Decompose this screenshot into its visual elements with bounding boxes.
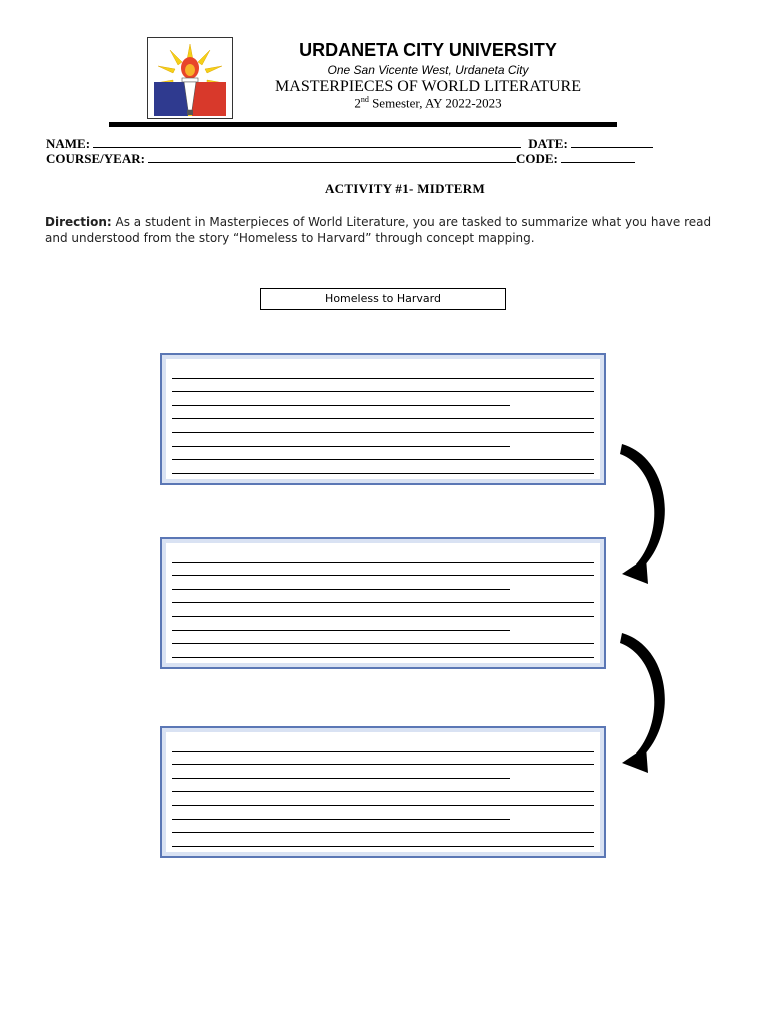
- curved-arrow-down-icon: [600, 627, 690, 777]
- concept-box-1[interactable]: [160, 353, 606, 485]
- semester-suffix: nd: [360, 95, 369, 104]
- curved-arrow-down-icon: [600, 438, 690, 588]
- code-label: CODE:: [515, 151, 558, 166]
- concept-title-box: Homeless to Harvard: [260, 288, 506, 310]
- university-address: One San Vicente West, Urdaneta City: [327, 63, 529, 77]
- name-date-row: [46, 136, 653, 152]
- direction-paragraph: [45, 214, 735, 246]
- university-logo: [147, 37, 233, 119]
- semester-line: [228, 95, 628, 111]
- university-name: URDANETA CITY UNIVERSITY: [299, 40, 557, 60]
- course-title: MASTERPIECES OF WORLD LITERATURE: [275, 78, 581, 95]
- course-code-row: [46, 151, 635, 167]
- concept-box-3[interactable]: [160, 726, 606, 858]
- activity-title: ACTIVITY #1- MIDTERM: [324, 181, 486, 196]
- torch-sun-logo-icon: [148, 38, 232, 118]
- writing-lines: [172, 549, 594, 658]
- header-divider: [109, 122, 617, 127]
- semester-number: 2: [354, 95, 361, 111]
- writing-lines: [172, 738, 594, 847]
- course-year-label: COURSE/YEAR:: [46, 151, 145, 166]
- date-field[interactable]: [571, 136, 653, 148]
- name-label: NAME:: [46, 136, 91, 151]
- direction-label: Direction:: [45, 215, 112, 229]
- name-field[interactable]: [93, 136, 521, 148]
- semester-text: Semester, AY 2022-2023: [368, 95, 502, 111]
- course-year-field[interactable]: [148, 151, 516, 163]
- writing-lines: [172, 365, 594, 474]
- date-label: DATE:: [528, 136, 568, 151]
- direction-text: As a student in Masterpieces of World Literature, you are tasked to summarize what you have read and understood from the story “Homeless to Harvard” through concept mapping.: [45, 215, 712, 245]
- concept-box-2[interactable]: [160, 537, 606, 669]
- code-field[interactable]: [561, 151, 635, 163]
